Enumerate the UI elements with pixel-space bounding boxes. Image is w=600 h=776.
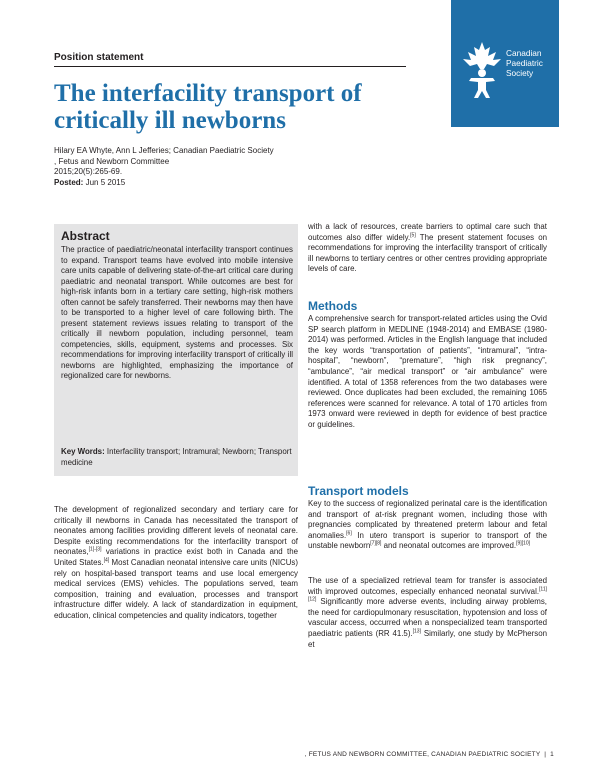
footer-text: , FETUS AND NEWBORN COMMITTEE, CANADIAN PAEDIATRIC SOCIETY [304, 751, 541, 758]
abstract-text: The practice of paediatric/neonatal interfacility transport continues to expand. Transport teams have evolved into mobile intensive care units capable of delivering state-of-the-art critical care during paediatric and neonatal transport. While outcomes are best for high-risk infants born in a tertiary care setting, high-risk mothers often cannot be safely transferred. Their newborns may then have to be transported to a higher level of care following birth. The present statement reviews issues relating to transport of the critically ill newborn population, including personnel, team competencies, skills, equipment, systems and processes. Six recommendations for improving interfacility transport of critically ill newborns are highlighted, emphasizing the importance of regionalized care for newborns. [61, 245, 293, 380]
transport-models-p2: The use of a specialized retrieval team for transfer is associated with improved outcomes, especially enhanced neonatal survival.[11][12] Significantly more adverse events, including airway problems, the need for cardiopulmonary resuscitation, hypotension and loss of vascular access, occurred when a nonspecialized team transported paediatric patients (RR 41.5).[13] Similarly, one study by McPherson et [308, 576, 547, 649]
maple-leaf-child-logo-icon [457, 40, 507, 100]
methods-heading: Methods [308, 299, 358, 313]
footer-separator: | [544, 751, 547, 758]
header-rule [54, 66, 406, 67]
methods-text: A comprehensive search for transport-related articles using the Ovid SP search platform in MEDLINE (1948-2014) and EMBASE (1980-2014) was performed. Articles in the English language that included the key words “transportation of patients”, “intramural”, “intra-hospital”, “newborn”, “premature”, “high risk pregnancy”, “ambulance”, “air medical transport” or “air ambulance” were identified. A total of 1358 references from the two databases were reviewed. Once duplicates had been excluded, the remaining 1065 references were scanned for relevance. A total of 170 articles from 1973 onward were reviewed in depth for evidence of best practice or guidelines. [308, 314, 547, 429]
abstract-box [54, 224, 298, 476]
document-type-label: Position statement [54, 52, 144, 63]
page-footer [305, 751, 554, 758]
page-number: 1 [550, 751, 554, 758]
posted: Posted: Jun 5 2015 [54, 177, 126, 187]
citation: 2015;20(5):265-69. [54, 167, 123, 176]
cps-logo [451, 0, 559, 127]
authors: Hilary EA Whyte, Ann L Jefferies; Canadian Paediatric Society [54, 146, 274, 155]
author-block [54, 146, 354, 188]
transport-models-heading: Transport models [308, 484, 409, 498]
transport-models-p1: Key to the success of regionalized perinatal care is the identification and transport of at-risk pregnant women, including those with pregnancies complicated by threatened preterm labour and fetal anomalies.[6] In utero transport is superior to transport of the unstable newborn[7][8] and neonatal outcomes are improved.[9][10] [308, 499, 547, 551]
org-name: Canadian Paediatric Society [506, 48, 543, 78]
abstract-heading: Abstract [61, 229, 110, 243]
committee: , Fetus and Newborn Committee [54, 156, 170, 166]
keywords: Key Words: Interfacility transport; Intramural; Newborn; Transport medicine [61, 447, 292, 467]
intro-paragraph: The development of regionalized secondary and tertiary care for critically ill newborns in Canada has necessitated the transport of neonates among facilities providing different levels of neonatal care. Despite existing recommendations for the interfacility transport of neonates,[1]-[3] variations in practice exist both in Canada and the United States.[4] Most Canadian neonatal intensive care units (NICUs) rely on hospital-based transport teams and use local emergency medical services (EMS) vehicles. The populations served, team composition, training and evaluation, processes and transport infrastructure differ widely. A lack of standardization in equipment, education, clinical competencies and quality indicators, together [54, 505, 298, 620]
page-title: The interfacility transport of critically ill newborns [54, 80, 362, 134]
intro-continuation: with a lack of resources, create barriers to optimal care such that outcomes also differ widely.[5] The present statement focuses on recommendations for improving the interfacility transport of critically ill newborns to tertiary centres or other centres providing appropriate levels of care. [308, 222, 547, 274]
